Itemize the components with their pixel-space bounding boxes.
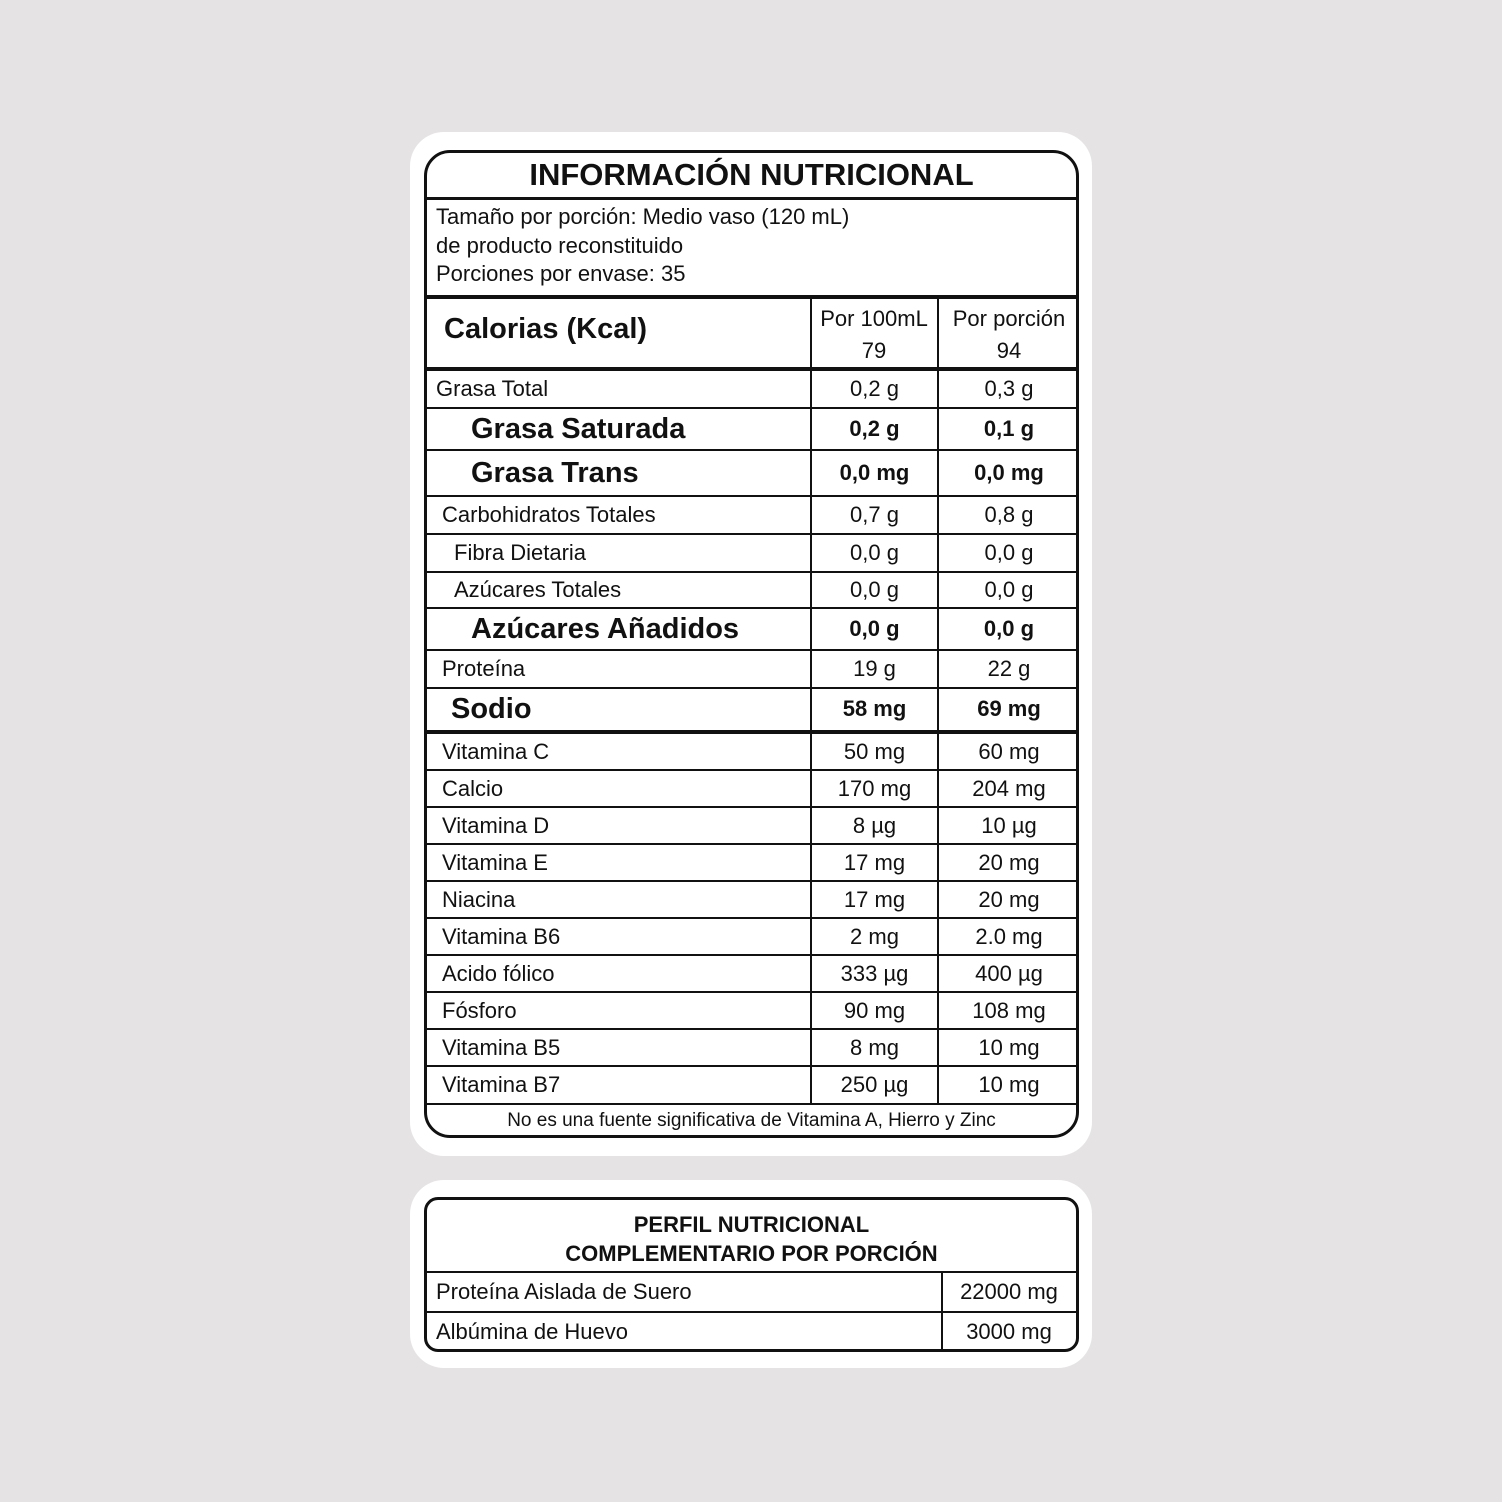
nutrient-name: Grasa Total xyxy=(436,376,549,401)
nutrient-row xyxy=(427,919,1076,954)
nutrient-per-serving: 0,0 g xyxy=(983,616,1035,641)
label-title: INFORMACIÓN NUTRICIONAL xyxy=(427,153,1076,200)
nutrient-row xyxy=(427,497,1076,533)
nutrient-per-serving: 60 mg xyxy=(978,738,1040,764)
nutrient-per-serving: 0,0 g xyxy=(984,577,1034,602)
nutrient-per-serving: 22 g xyxy=(987,656,1031,681)
column-divider xyxy=(941,1273,943,1352)
profile-title-line2: COMPLEMENTARIO POR PORCIÓN xyxy=(565,1241,938,1266)
column-divider xyxy=(810,299,812,1105)
nutrient-row xyxy=(427,651,1076,687)
nutrient-per100: 17 mg xyxy=(843,886,906,912)
calories-per-serving: 94 xyxy=(996,338,1022,363)
serving-info xyxy=(436,203,849,289)
col-serving-title: Por porción xyxy=(952,306,1066,331)
nutrient-row xyxy=(427,371,1076,407)
nutrient-name: Calcio xyxy=(442,775,504,801)
calories-header xyxy=(427,299,1076,369)
nutrient-per100: 8 µg xyxy=(852,812,897,838)
profile-row-name: Albúmina de Huevo xyxy=(436,1319,629,1344)
col-serving-header xyxy=(939,303,1079,367)
nutrient-per100: 0,0 g xyxy=(850,540,899,565)
nutrient-name: Sodio xyxy=(451,692,532,725)
nutrient-row xyxy=(427,451,1076,495)
nutrient-per100: 0,0 g xyxy=(849,616,900,641)
nutrition-facts-label xyxy=(424,150,1079,1138)
nutrient-row xyxy=(427,882,1076,917)
nutrient-row xyxy=(427,845,1076,880)
nutrient-per100: 90 mg xyxy=(843,997,906,1023)
nutrient-name: Niacina xyxy=(442,886,516,912)
nutrient-per-serving: 0,0 g xyxy=(984,540,1034,565)
nutrient-per-serving: 0,8 g xyxy=(984,502,1034,527)
nutrient-per-serving: 204 mg xyxy=(972,775,1046,801)
serving-size-line1: Tamaño por porción: Medio vaso (120 mL) xyxy=(436,204,850,229)
profile-table xyxy=(424,1197,1079,1352)
nutrient-row xyxy=(427,689,1076,729)
nutrient-row xyxy=(427,734,1076,769)
nutrient-per-serving: 10 mg xyxy=(978,1034,1040,1060)
nutrient-per100: 19 g xyxy=(853,656,896,681)
nutrient-per100: 0,0 g xyxy=(850,577,899,602)
nutrient-per100: 250 µg xyxy=(840,1072,909,1097)
nutrient-per100: 333 µg xyxy=(840,960,909,986)
nutrient-row xyxy=(427,535,1076,571)
nutrient-name: Acido fólico xyxy=(442,960,555,986)
profile-row xyxy=(427,1313,1076,1351)
profile-row-value: 3000 mg xyxy=(966,1319,1052,1344)
profile-title xyxy=(427,1210,1076,1268)
nutrient-row xyxy=(427,409,1076,449)
nutrient-name: Grasa Trans xyxy=(471,456,639,489)
nutrient-name: Grasa Saturada xyxy=(471,412,686,445)
nutrient-per100: 8 mg xyxy=(850,1034,899,1060)
nutrient-per100: 17 mg xyxy=(843,849,906,875)
nutrient-per100: 50 mg xyxy=(843,738,906,764)
nutrient-per-serving: 0,0 mg xyxy=(974,460,1044,485)
nutrient-name: Vitamina B5 xyxy=(442,1034,561,1060)
nutrient-row xyxy=(427,573,1076,607)
nutrient-name: Vitamina C xyxy=(442,738,550,764)
nutrient-per-serving: 0,3 g xyxy=(984,376,1034,401)
nutrient-per-serving: 10 mg xyxy=(978,1072,1040,1097)
footnote: No es una fuente significativa de Vitamina A, Hierro y Zinc xyxy=(507,1110,996,1131)
profile-title-line1: PERFIL NUTRICIONAL xyxy=(633,1212,870,1237)
nutrient-per-serving: 69 mg xyxy=(977,696,1041,721)
nutrient-per-serving: 2.0 mg xyxy=(975,923,1043,949)
nutrient-per-serving: 0,1 g xyxy=(983,416,1035,441)
col-per100-header xyxy=(811,303,937,367)
calories-label: Calorias (Kcal) xyxy=(444,313,648,345)
nutrient-name: Carbohidratos Totales xyxy=(442,502,656,527)
nutrient-row xyxy=(427,808,1076,843)
nutrient-per100: 0,0 mg xyxy=(839,460,910,485)
nutrient-row xyxy=(427,1030,1076,1065)
nutrient-row xyxy=(427,1067,1076,1103)
column-divider xyxy=(937,299,939,1105)
nutrient-row xyxy=(427,956,1076,991)
nutrient-per100: 0,7 g xyxy=(850,502,899,527)
nutrient-per100: 2 mg xyxy=(850,923,899,949)
nutrient-name: Vitamina B6 xyxy=(442,923,561,949)
nutrient-per100: 0,2 g xyxy=(849,416,900,441)
nutrient-row xyxy=(427,609,1076,649)
nutrient-per100: 58 mg xyxy=(842,696,907,721)
serving-size-line2: de producto reconstituido xyxy=(436,232,684,258)
nutrient-per100: 0,2 g xyxy=(850,376,899,401)
nutrient-name: Vitamina D xyxy=(442,812,550,838)
profile-row-name: Proteína Aislada de Suero xyxy=(436,1279,692,1304)
servings-per-container: Porciones por envase: 35 xyxy=(436,261,686,286)
profile-row-value: 22000 mg xyxy=(960,1279,1058,1304)
nutrient-name: Proteína xyxy=(442,656,526,681)
nutrient-name: Fósforo xyxy=(442,997,517,1023)
nutrient-name: Azúcares Añadidos xyxy=(471,612,740,645)
nutrient-per-serving: 20 mg xyxy=(978,849,1040,875)
nutrient-name: Vitamina B7 xyxy=(442,1072,561,1097)
nutrient-per100: 170 mg xyxy=(837,775,912,801)
nutrient-row xyxy=(427,771,1076,806)
profile-row xyxy=(427,1273,1076,1311)
nutrient-name: Fibra Dietaria xyxy=(454,540,587,565)
nutrient-per-serving: 108 mg xyxy=(972,997,1046,1023)
nutrient-per-serving: 20 mg xyxy=(978,886,1040,912)
nutrient-name: Vitamina E xyxy=(442,849,548,875)
nutrient-per-serving: 400 µg xyxy=(975,960,1043,986)
nutrient-per-serving: 10 µg xyxy=(981,812,1037,838)
col-per100-title: Por 100mL xyxy=(820,306,928,331)
calories-per100: 79 xyxy=(861,338,887,363)
nutrient-row xyxy=(427,993,1076,1028)
nutrient-name: Azúcares Totales xyxy=(454,577,622,602)
